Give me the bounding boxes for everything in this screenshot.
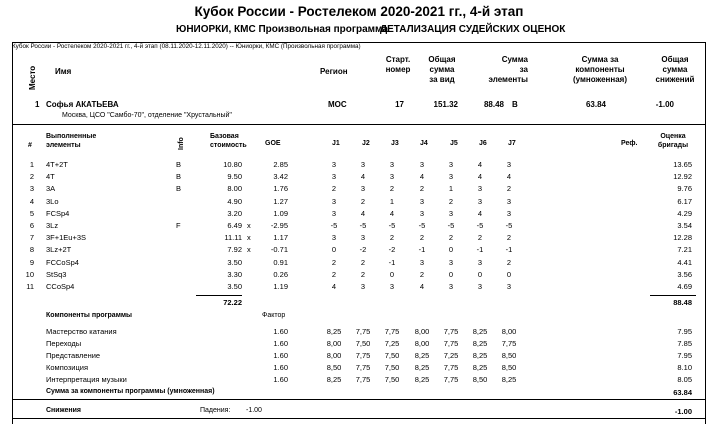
component-judge-2: 7,75 <box>355 363 371 372</box>
goe-header: GOE <box>265 140 281 147</box>
element-number: 1 <box>29 160 34 169</box>
component-factor: 1.60 <box>273 351 288 360</box>
element-base-value: 8.00 <box>227 184 242 194</box>
skater-elements: 88.48 <box>483 100 504 109</box>
element-base-value: 4.90 <box>227 196 242 206</box>
element-base-value: 7.92 <box>227 245 242 255</box>
judge-header-2: J2 <box>362 140 370 147</box>
component-name: Интерпретация музыки <box>46 375 127 384</box>
skater-club: Москва, ЦСО "Самбо-70", отделение "Хрустальный" <box>62 112 232 119</box>
skater-name: Софья АКАТЬЕВА <box>46 100 119 109</box>
element-judge-5: 2 <box>448 196 454 206</box>
element-number: 11 <box>26 282 34 291</box>
num-header: # <box>28 142 32 149</box>
component-judge-7: 8,50 <box>501 351 517 360</box>
deductions-label: Снижения <box>46 407 81 414</box>
element-bonus-marker: x <box>247 233 251 243</box>
element-info: B <box>176 160 182 169</box>
report-title: Кубок России - Ростелеком 2020-2021 гг., 4-й этап <box>194 4 524 19</box>
element-panel-score: 4.29 <box>677 208 692 218</box>
element-judge-3: 2 <box>389 184 395 194</box>
component-score: 7.95 <box>677 327 692 336</box>
element-judge-7: 3 <box>506 282 512 291</box>
element-judge-5: -5 <box>447 221 455 230</box>
deductions-divider <box>12 399 705 400</box>
element-judge-3: -5 <box>388 221 396 230</box>
element-panel-score: 3.56 <box>677 269 692 279</box>
element-number: 6 <box>29 221 34 230</box>
element-judge-5: 0 <box>448 245 454 255</box>
ref-header: Реф. <box>621 140 638 147</box>
judge-header-5: J5 <box>450 140 458 147</box>
element-number: 5 <box>29 208 34 218</box>
elements-score-total-line <box>650 295 696 296</box>
element-judge-3: 3 <box>389 160 395 169</box>
base-value-header: Базовая стоимость <box>210 133 247 149</box>
components-total-score: 63.84 <box>673 388 692 397</box>
element-judge-7: 0 <box>506 269 512 279</box>
report-caption: Кубок России - Ростелеком 2020-2021 гг., 4-й этап (08.11.2020-12.11.2020) -- Юниорки, КМС (Произвольная программа) <box>12 43 361 50</box>
name-header: Имя <box>55 67 72 76</box>
element-base-value: 11.11 <box>224 233 242 243</box>
element-info: F <box>176 221 181 230</box>
component-judge-1: 8,50 <box>326 363 342 372</box>
element-judge-3: -1 <box>388 257 396 267</box>
element-judge-1: 0 <box>331 245 337 255</box>
component-judge-5: 7,75 <box>443 363 459 372</box>
element-number: 3 <box>29 184 34 194</box>
element-judge-5: 0 <box>448 269 454 279</box>
element-goe: 1.09 <box>273 208 288 218</box>
component-judge-6: 8,25 <box>472 363 488 372</box>
element-name: FCCoSp4 <box>46 257 79 267</box>
component-judge-6: 8,50 <box>472 375 488 384</box>
element-judge-7: 4 <box>506 172 512 182</box>
element-judge-2: 2 <box>360 196 366 206</box>
component-judge-7: 7,75 <box>501 339 517 348</box>
element-judge-4: -5 <box>418 221 426 230</box>
element-judge-2: -5 <box>359 221 367 230</box>
component-judge-3: 7,75 <box>384 327 400 336</box>
element-name: StSq3 <box>46 269 67 279</box>
frame-top <box>12 42 705 43</box>
element-judge-4: 3 <box>419 208 425 218</box>
element-goe: 0.26 <box>273 269 288 279</box>
component-score: 7.85 <box>677 339 692 348</box>
component-judge-3: 7,50 <box>384 375 400 384</box>
element-judge-4: 2 <box>419 233 425 243</box>
element-goe: 1.27 <box>273 196 288 206</box>
total-score-header: Общая сумма за вид <box>428 55 456 84</box>
element-name: 3Lz <box>46 221 59 230</box>
judge-header-1: J1 <box>332 140 340 147</box>
element-base-value: 10.80 <box>223 160 242 169</box>
place-header: Место <box>28 65 37 90</box>
element-judge-2: 3 <box>360 282 366 291</box>
element-judge-3: 1 <box>389 196 395 206</box>
component-judge-2: 7,75 <box>355 375 371 384</box>
element-name: 3F+1Eu+3S <box>46 233 87 243</box>
element-base-value: 3.50 <box>227 257 242 267</box>
component-factor: 1.60 <box>273 327 288 336</box>
frame-left <box>12 42 13 424</box>
element-number: 10 <box>25 269 34 279</box>
element-panel-score: 7.21 <box>677 245 692 255</box>
elements-header: Выполненные элементы <box>46 133 97 149</box>
component-judge-6: 8,25 <box>472 351 488 360</box>
element-goe: 3.42 <box>273 172 288 182</box>
element-name: FCSp4 <box>46 208 70 218</box>
element-judge-2: 3 <box>360 160 366 169</box>
element-judge-2: 2 <box>360 257 366 267</box>
components-title: Компоненты программы <box>46 312 133 319</box>
component-factor: 1.60 <box>273 339 288 348</box>
component-score: 7.95 <box>677 351 692 360</box>
component-judge-5: 7,75 <box>443 327 459 336</box>
component-name: Представление <box>46 351 101 360</box>
panel-score-header: Оценка бригады <box>657 133 689 149</box>
element-judge-3: 2 <box>389 233 395 243</box>
component-factor: 1.60 <box>273 375 288 384</box>
deductions-total: -1.00 <box>674 407 692 416</box>
component-judge-4: 8,25 <box>414 375 430 384</box>
element-judge-4: 3 <box>419 196 425 206</box>
element-judge-7: 2 <box>506 233 512 243</box>
component-judge-1: 8,00 <box>326 351 342 360</box>
element-judge-5: 3 <box>448 160 454 169</box>
element-judge-6: 3 <box>477 257 483 267</box>
elements-score-header: Сумма за элементы <box>488 55 528 84</box>
element-name: 3A <box>46 184 56 194</box>
element-judge-5: 3 <box>448 282 454 291</box>
element-bonus-marker: x <box>247 221 251 230</box>
judge-header-3: J3 <box>391 140 399 147</box>
components-total-label: Сумма за компоненты программы (умноженная) <box>46 388 215 395</box>
component-judge-3: 7,25 <box>384 339 400 348</box>
element-panel-score: 4.69 <box>677 282 692 291</box>
region-header: Регион <box>320 67 348 76</box>
element-judge-2: 3 <box>360 233 366 243</box>
component-judge-7: 8,50 <box>501 363 517 372</box>
component-judge-1: 8,25 <box>326 375 342 384</box>
components-score-header: Сумма за компоненты (умноженная) <box>573 55 627 84</box>
element-judge-3: 0 <box>389 269 395 279</box>
element-panel-score: 9.76 <box>677 184 692 194</box>
element-judge-2: 4 <box>360 208 366 218</box>
element-goe: 1.76 <box>273 184 288 194</box>
skater-region: МОС <box>328 100 347 109</box>
element-judge-4: 4 <box>419 282 425 291</box>
element-judge-1: 2 <box>331 184 337 194</box>
falls-value: -1.00 <box>246 407 262 414</box>
element-base-value: 3.20 <box>227 208 242 218</box>
element-base-value: 9.50 <box>227 172 242 182</box>
factor-header: Фактор <box>262 312 286 319</box>
component-judge-1: 8,00 <box>326 339 342 348</box>
element-panel-score: 6.17 <box>677 196 692 206</box>
element-judge-3: 3 <box>389 282 395 291</box>
element-goe: 0.91 <box>273 257 288 267</box>
element-goe: -0.71 <box>270 245 288 255</box>
component-judge-5: 7,75 <box>443 339 459 348</box>
component-name: Композиция <box>46 363 89 372</box>
elements-total-line <box>196 295 242 296</box>
elements-base-total: 72.22 <box>223 298 242 307</box>
element-number: 7 <box>29 233 34 243</box>
element-judge-5: 1 <box>448 184 454 194</box>
element-name: 4T+2T <box>46 160 68 169</box>
element-panel-score: 12.92 <box>673 172 692 182</box>
element-judge-1: 3 <box>331 160 337 169</box>
frame-bottom <box>12 418 705 419</box>
element-judge-4: -1 <box>418 245 426 255</box>
element-bonus-marker: x <box>247 245 251 255</box>
deductions-header: Общая сумма снижений <box>655 55 695 84</box>
element-info: B <box>176 184 182 194</box>
element-judge-5: 3 <box>448 257 454 267</box>
element-name: CCoSp4 <box>46 282 75 291</box>
component-judge-3: 7,50 <box>384 363 400 372</box>
element-judge-1: -5 <box>330 221 338 230</box>
component-judge-5: 7,75 <box>443 375 459 384</box>
element-panel-score: 12.28 <box>673 233 692 243</box>
skater-total: 151.32 <box>433 100 458 109</box>
element-judge-4: 3 <box>419 257 425 267</box>
component-judge-3: 7,50 <box>384 351 400 360</box>
element-judge-7: -1 <box>505 245 513 255</box>
skater-elements-flag: B <box>512 100 518 109</box>
element-judge-1: 3 <box>331 233 337 243</box>
component-judge-2: 7,75 <box>355 351 371 360</box>
component-judge-6: 8,25 <box>472 327 488 336</box>
element-panel-score: 3.54 <box>677 221 692 230</box>
element-judge-4: 3 <box>419 160 425 169</box>
component-judge-4: 8,00 <box>414 339 430 348</box>
component-factor: 1.60 <box>273 363 288 372</box>
element-panel-score: 4.41 <box>677 257 692 267</box>
element-judge-4: 2 <box>419 269 425 279</box>
element-judge-6: 3 <box>477 196 483 206</box>
component-name: Переходы <box>46 339 82 348</box>
component-judge-7: 8,00 <box>501 327 517 336</box>
element-judge-7: 2 <box>506 257 512 267</box>
element-judge-7: 3 <box>506 196 512 206</box>
element-judge-7: 2 <box>506 184 512 194</box>
element-judge-3: 4 <box>389 208 395 218</box>
element-judge-6: 0 <box>477 269 483 279</box>
skater-start-number: 17 <box>395 100 404 109</box>
element-name: 3Lo <box>46 196 59 206</box>
start-number-header: Старт. номер <box>385 55 411 74</box>
component-judge-7: 8,25 <box>501 375 517 384</box>
element-info: B <box>176 172 182 182</box>
element-number: 9 <box>29 257 34 267</box>
component-judge-4: 8,25 <box>414 363 430 372</box>
element-judge-2: 2 <box>360 269 366 279</box>
skater-place: 1 <box>35 100 40 109</box>
element-name: 3Lz+2T <box>46 245 72 255</box>
judge-header-6: J6 <box>479 140 487 147</box>
element-judge-2: -2 <box>359 245 367 255</box>
element-judge-5: 2 <box>448 233 454 243</box>
falls-label: Падения: <box>200 407 231 414</box>
element-judge-3: -2 <box>388 245 396 255</box>
element-goe: 1.19 <box>273 282 288 291</box>
element-judge-3: 3 <box>389 172 395 182</box>
elements-score-total: 88.48 <box>673 298 692 307</box>
element-judge-6: 4 <box>477 172 483 182</box>
element-judge-4: 2 <box>419 184 425 194</box>
component-judge-1: 8,25 <box>326 327 342 336</box>
report-subtitle-left: ЮНИОРКИ, КМС Произвольная программа <box>176 24 388 35</box>
info-header: Info <box>178 137 185 150</box>
element-number: 8 <box>29 245 34 255</box>
component-judge-4: 8,25 <box>414 351 430 360</box>
element-judge-6: 3 <box>477 282 483 291</box>
judge-header-7: J7 <box>508 140 516 147</box>
skater-deductions: -1.00 <box>655 100 674 109</box>
element-judge-2: 3 <box>360 184 366 194</box>
element-goe: 2.85 <box>273 160 288 169</box>
skater-components: 63.84 <box>585 100 606 109</box>
element-judge-6: 3 <box>477 184 483 194</box>
element-panel-score: 13.65 <box>673 160 692 169</box>
component-judge-2: 7,50 <box>355 339 371 348</box>
element-judge-2: 4 <box>360 172 366 182</box>
element-judge-1: 4 <box>331 282 337 291</box>
component-judge-5: 7,25 <box>443 351 459 360</box>
judge-header-4: J4 <box>420 140 428 147</box>
component-judge-2: 7,75 <box>355 327 371 336</box>
element-judge-6: -5 <box>476 221 484 230</box>
component-score: 8.10 <box>677 363 692 372</box>
element-judge-6: 4 <box>477 160 483 169</box>
element-goe: -2.95 <box>270 221 288 230</box>
element-judge-6: 4 <box>477 208 483 218</box>
summary-divider <box>12 124 705 125</box>
element-judge-5: 3 <box>448 172 454 182</box>
element-number: 4 <box>29 196 34 206</box>
element-goe: 1.17 <box>273 233 288 243</box>
report-subtitle-right: ДЕТАЛИЗАЦИЯ СУДЕЙСКИХ ОЦЕНОК <box>380 24 566 35</box>
element-judge-1: 2 <box>331 257 337 267</box>
element-base-value: 3.30 <box>227 269 242 279</box>
component-score: 8.05 <box>677 375 692 384</box>
element-number: 2 <box>29 172 34 182</box>
element-judge-1: 3 <box>331 208 337 218</box>
component-judge-4: 8,00 <box>414 327 430 336</box>
element-judge-1: 2 <box>331 269 337 279</box>
element-judge-7: 3 <box>506 160 512 169</box>
component-judge-6: 8,25 <box>472 339 488 348</box>
element-judge-4: 4 <box>419 172 425 182</box>
element-judge-6: -1 <box>476 245 484 255</box>
element-judge-7: -5 <box>505 221 513 230</box>
frame-right <box>705 42 706 424</box>
element-judge-6: 2 <box>477 233 483 243</box>
element-base-value: 3.50 <box>227 282 242 291</box>
element-judge-7: 3 <box>506 208 512 218</box>
component-name: Мастерство катания <box>46 327 117 336</box>
element-base-value: 6.49 <box>227 221 242 230</box>
element-judge-5: 3 <box>448 208 454 218</box>
element-name: 4T <box>46 172 55 182</box>
element-judge-1: 3 <box>331 172 337 182</box>
element-judge-1: 3 <box>331 196 337 206</box>
